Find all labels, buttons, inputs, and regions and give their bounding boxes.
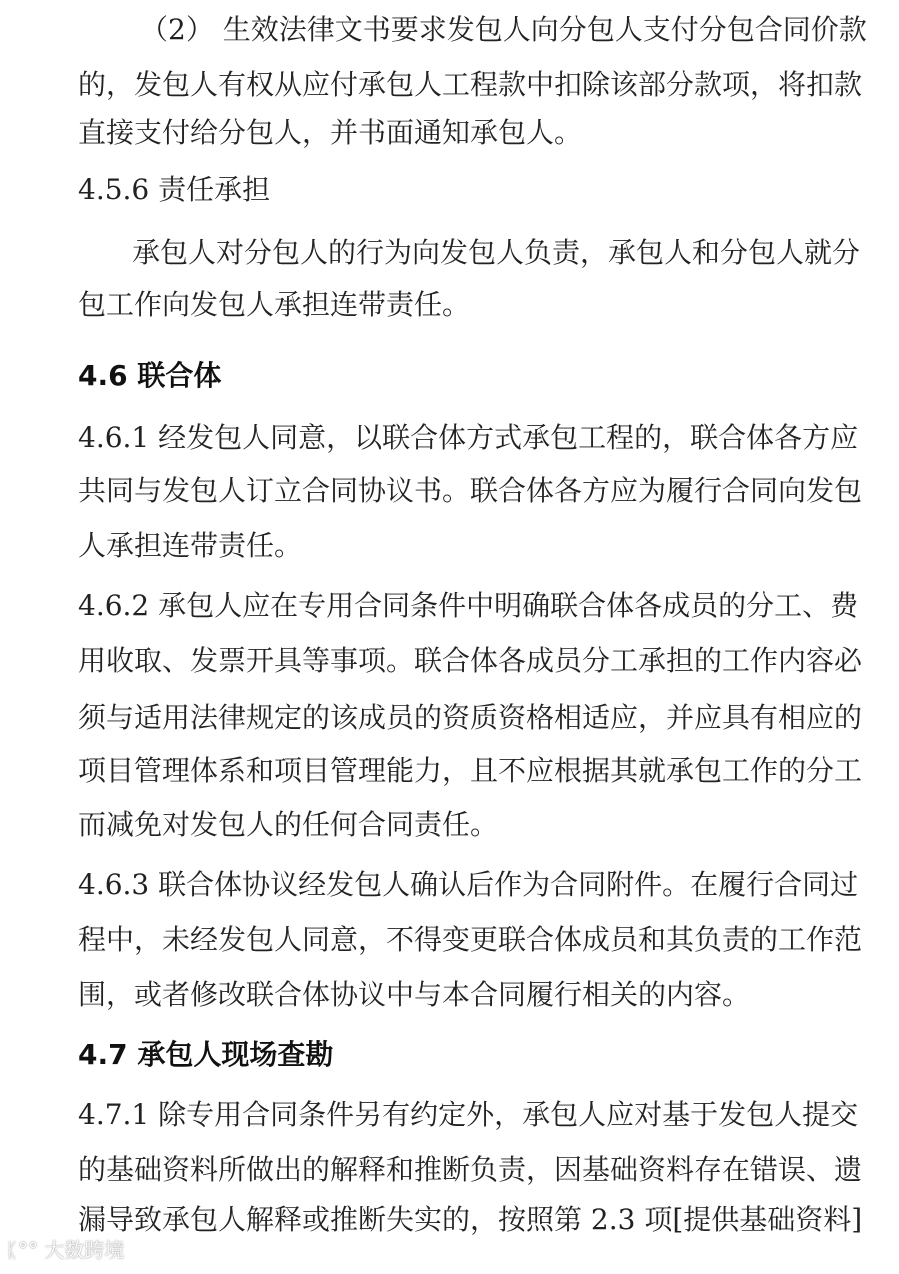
paragraph-line: 而减免对发包人的任何合同责任。: [78, 808, 499, 841]
paragraph-line: 共同与发包人订立合同协议书。联合体各方应为履行合同向发包: [78, 474, 863, 507]
paragraph-line: 的基础资料所做出的解释和推断负责，因基础资料存在错误、遗: [78, 1153, 863, 1186]
paragraph-line: 4.6.3 联合体协议经发包人确认后作为合同附件。在履行合同过: [78, 868, 859, 901]
watermark-text: 大数跨境: [44, 1238, 125, 1262]
paragraph-line: 承包人对分包人的行为向发包人负责，承包人和分包人就分: [132, 236, 861, 269]
section-heading: 4.6 联合体: [78, 359, 222, 392]
paragraph-line: 4.6.1 经发包人同意，以联合体方式承包工程的，联合体各方应: [78, 421, 859, 454]
paragraph-line: 直接支付给分包人，并书面通知承包人。: [78, 116, 583, 149]
watermark-logo: [6, 1234, 124, 1263]
paragraph-line: 围，或者修改联合体协议中与本合同履行相关的内容。: [78, 978, 751, 1011]
paragraph-line: 漏导致承包人解释或推断失实的，按照第 2.3 项[提供基础资料]: [78, 1203, 863, 1236]
paragraph-line: 项目管理体系和项目管理能力，且不应根据其就承包工作的分工: [78, 754, 863, 787]
paragraph-line: 包工作向发包人承担连带责任。: [78, 288, 471, 321]
paragraph-line: 的，发包人有权从应付承包人工程款中扣除该部分款项，将扣款: [78, 68, 863, 101]
paragraph-line: 须与适用法律规定的该成员的资质资格相适应，并应具有相应的: [78, 701, 863, 734]
paragraph-line: 程中，未经发包人同意，不得变更联合体成员和其负责的工作范: [78, 923, 863, 956]
paragraph-line: （2） 生效法律文书要求发包人向分包人支付分包合同价款: [140, 13, 867, 46]
paragraph-line: 人承担连带责任。: [78, 529, 303, 562]
section-heading: 4.7 承包人现场查勘: [78, 1038, 334, 1071]
paragraph-line: 4.6.2 承包人应在专用合同条件中明确联合体各成员的分工、费: [78, 589, 859, 622]
paragraph-line: 用收取、发票开具等事项。联合体各成员分工承担的工作内容必: [78, 644, 863, 677]
paragraph-line: 4.7.1 除专用合同条件另有约定外，承包人应对基于发包人提交: [78, 1098, 859, 1131]
watermark-icon: ᛕ°°: [6, 1238, 45, 1262]
subsection-heading: 4.5.6 责任承担: [78, 173, 271, 206]
